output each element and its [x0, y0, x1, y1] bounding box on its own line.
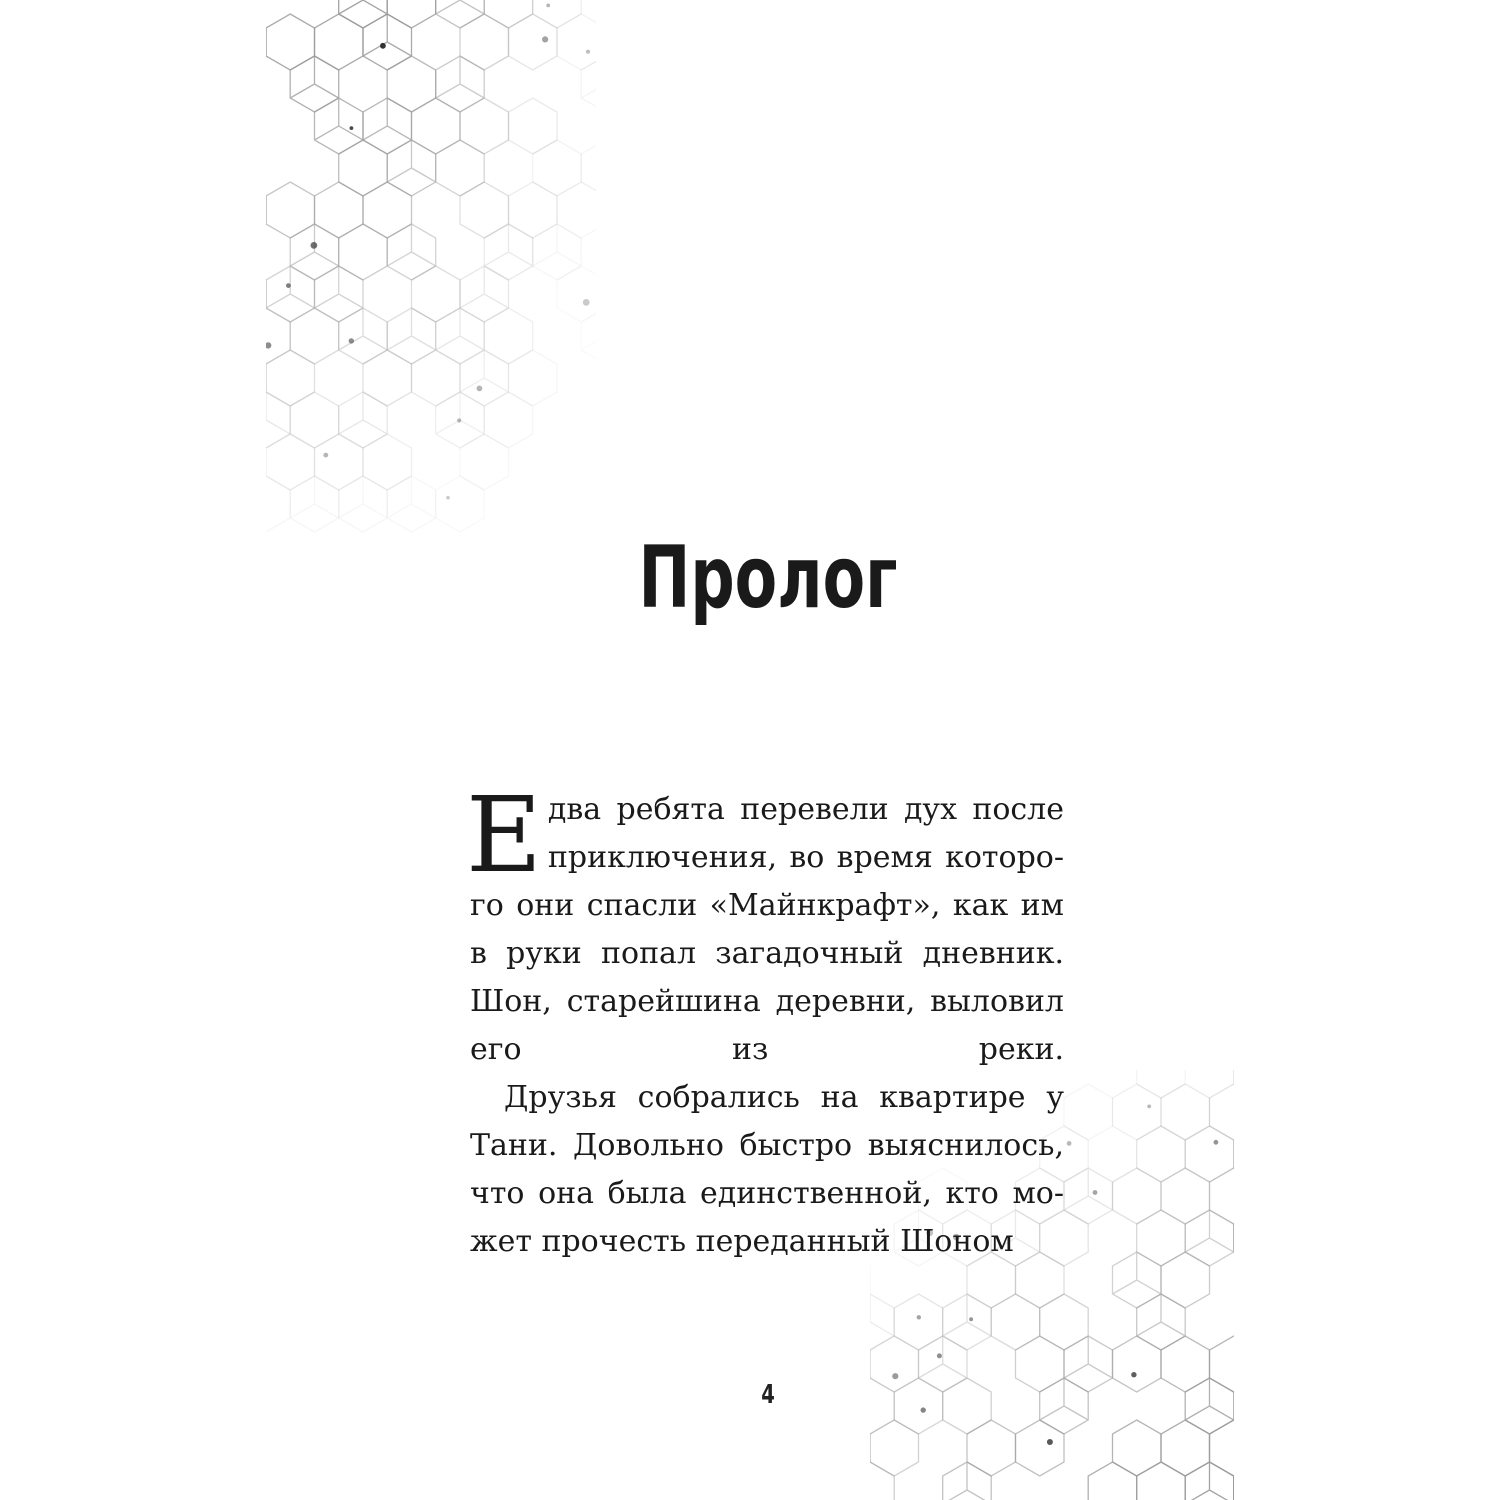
top-node-dot-45: [311, 242, 318, 249]
bottom-node-dot-5: [1147, 1105, 1151, 1109]
bottom-hexagon-30: [1161, 1252, 1210, 1308]
bottom-hexagon-24: [1185, 1210, 1234, 1266]
top-hexagon-67: [412, 350, 461, 406]
bottom-hexagon-6: [1161, 1084, 1210, 1140]
bottom-node-dot-39: [892, 1373, 898, 1379]
bottom-hexagon-61: [870, 1462, 894, 1500]
top-hexagon-28: [460, 98, 509, 154]
bottom-hexagon-50: [943, 1378, 992, 1434]
bottom-hexagon-7: [1210, 1084, 1235, 1140]
bottom-hexagon-48: [870, 1378, 894, 1434]
page-number: 4: [761, 1380, 775, 1410]
top-node-dot-68: [477, 386, 483, 392]
top-hexagon-14: [315, 14, 364, 70]
top-hexagon-7: [339, 0, 388, 28]
top-hexagon-58: [290, 308, 339, 364]
top-hexagon-41: [509, 182, 558, 238]
top-hexagon-32: [387, 140, 436, 196]
top-hexagon-73: [339, 392, 388, 448]
top-hexagon-42: [557, 182, 596, 238]
bottom-hexagon-62: [943, 1462, 992, 1500]
top-hexagon-69: [509, 350, 558, 406]
top-hexagon-10: [484, 0, 533, 28]
top-hexagon-72: [290, 392, 339, 448]
top-hexagon-13: [266, 14, 315, 70]
top-node-dot-55: [583, 299, 590, 306]
top-node-dot-17: [542, 36, 548, 42]
bottom-hexagon-63: [1088, 1462, 1137, 1500]
bottom-node-dot-9: [1067, 1141, 1072, 1146]
top-node-dot-15: [380, 43, 386, 49]
top-hexagon-17: [509, 14, 558, 70]
top-hexagon-61: [436, 308, 485, 364]
top-hexagon-47: [387, 224, 436, 280]
top-hexagon-65: [266, 350, 315, 406]
top-node-dot-11: [546, 4, 550, 8]
bottom-hexagon-34: [943, 1294, 992, 1350]
bottom-node-dot-33: [917, 1315, 921, 1319]
bottom-hexagon-37: [1137, 1294, 1186, 1350]
top-hexagon-53: [412, 266, 461, 322]
bottom-node-dot-49: [921, 1407, 926, 1412]
top-hexagon-66: [363, 350, 412, 406]
bottom-hexagon-65: [1185, 1462, 1234, 1500]
top-hexagon-23: [436, 56, 485, 112]
bottom-hexagon-43: [1113, 1336, 1162, 1392]
bottom-node-dot-43: [1131, 1372, 1136, 1377]
top-hexagon-34: [533, 140, 582, 196]
top-hexagon-27: [412, 98, 461, 154]
top-hexagon-8: [387, 0, 436, 28]
top-hexagon-78: [363, 434, 412, 490]
bottom-hexagon-11: [1185, 1126, 1234, 1182]
paragraph-2: Друзья собрались на квартире у Тани. Довольно быстро выяснилось, что она была единственной, кто может прочесть переданный Шоном: [470, 1080, 1064, 1259]
bottom-node-dot-34: [969, 1317, 973, 1321]
top-hexagon-76: [266, 434, 315, 490]
top-hexagon-26: [363, 98, 412, 154]
bottom-hexagon-55: [967, 1420, 1016, 1476]
bottom-node-dot-56: [1047, 1439, 1053, 1445]
top-hexagon-37: [266, 182, 315, 238]
top-hexagon-83: [339, 476, 388, 532]
bottom-hexagon-39: [870, 1336, 919, 1392]
bottom-hexagon-18: [1210, 1168, 1235, 1224]
bottom-hexagon-58: [1161, 1420, 1210, 1476]
paragraph-1-text: два ребята перевели дух после приключения, во время которого они спасли «Майнкрафт», как им в руки попал загадочный дневник. Шон, старейшина деревни, выловил его из реки.: [470, 792, 1064, 1067]
top-hexagon-79: [460, 434, 509, 490]
top-hexagon-24: [581, 56, 596, 112]
top-hexagon-46: [339, 224, 388, 280]
top-hexagon-71: [266, 392, 290, 448]
bottom-hexagon-40: [919, 1336, 968, 1392]
top-hexagon-57: [266, 308, 290, 364]
top-hexagon-35: [581, 140, 596, 196]
chapter-title: Пролог: [638, 528, 898, 628]
top-node-dot-18: [586, 50, 590, 54]
bottom-node-dot-11: [1214, 1140, 1219, 1145]
top-hexagon-22: [387, 56, 436, 112]
bottom-hexagon-44: [1161, 1336, 1210, 1392]
bottom-hexagon-29: [1113, 1252, 1162, 1308]
bottom-hexagon-16: [1113, 1168, 1162, 1224]
top-hexagon-54: [460, 266, 509, 322]
top-hexagon-55: [557, 266, 596, 322]
bottom-hexagon-41: [1016, 1336, 1065, 1392]
top-node-dot-59: [349, 338, 354, 343]
top-hexagon-39: [363, 182, 412, 238]
bottom-hexagon-10: [1137, 1126, 1186, 1182]
top-hexagon-16: [460, 14, 509, 70]
top-hexagon-81: [266, 476, 290, 532]
top-hexagon-15: [363, 14, 412, 70]
bottom-node-dot-40: [937, 1353, 942, 1358]
top-hexagon-63: [581, 308, 596, 364]
bottom-hexagon-56: [1016, 1420, 1065, 1476]
bottom-hexagon-4: [1064, 1084, 1113, 1140]
top-hexagon-52: [315, 266, 364, 322]
top-node-dot-57: [266, 342, 271, 348]
top-hexagon-25: [315, 98, 364, 154]
top-node-dot-74: [457, 418, 461, 422]
top-hexagon-11: [533, 0, 582, 28]
chapter-body: [466, 774, 1064, 1266]
bottom-hexagon-59: [1210, 1420, 1235, 1476]
bottom-hexagon-23: [1137, 1210, 1186, 1266]
top-hexagon-38: [315, 182, 364, 238]
bottom-hexagon-5: [1113, 1084, 1162, 1140]
bottom-hexagon-45: [1210, 1336, 1235, 1392]
top-hexagon-68: [460, 350, 509, 406]
top-hexagon-48: [484, 224, 533, 280]
top-hexagon-59: [339, 308, 388, 364]
bottom-hexagon-15: [1064, 1168, 1113, 1224]
bottom-hexagon-33: [894, 1294, 943, 1350]
top-hexagon-51: [266, 266, 315, 322]
top-hexagon-21: [290, 56, 339, 112]
bottom-hexagon-42: [1064, 1336, 1113, 1392]
bottom-node-dot-15: [1093, 1190, 1098, 1195]
bottom-hexagon-2: [1137, 1070, 1186, 1098]
hexagon-pattern-top-svg: [266, 0, 596, 560]
bottom-hexagon-35: [991, 1294, 1039, 1350]
bottom-hexagon-51: [1040, 1378, 1089, 1434]
top-node-dot-77: [323, 453, 328, 458]
top-hexagon-31: [339, 140, 388, 196]
top-hexagon-75: [484, 392, 533, 448]
bottom-hexagon-64: [1137, 1462, 1186, 1500]
bottom-hexagon-57: [1113, 1420, 1162, 1476]
top-hexagon-82: [290, 476, 339, 532]
top-node-dot-25: [350, 126, 354, 130]
top-hexagon-49: [533, 224, 582, 280]
bottom-hexagon-36: [1040, 1294, 1089, 1350]
top-hexagon-45: [290, 224, 339, 280]
top-node-dot-85: [446, 496, 450, 500]
top-hexagon-84: [387, 476, 436, 532]
hexagon-pattern-top-left: [266, 0, 596, 560]
top-hexagon-85: [436, 476, 485, 532]
bottom-hexagon-52: [1185, 1378, 1234, 1434]
top-hexagon-33: [436, 140, 485, 196]
top-hexagon-60: [387, 308, 436, 364]
top-node-dot-51: [286, 283, 291, 288]
bottom-hexagon-32: [870, 1294, 894, 1350]
top-hexagon-40: [460, 182, 509, 238]
top-hexagon-62: [484, 308, 533, 364]
top-hexagon-29: [509, 98, 558, 154]
top-hexagon-9: [436, 0, 485, 28]
paragraph-1: [466, 774, 1064, 1074]
top-hexagon-18: [557, 14, 596, 70]
bottom-hexagon-17: [1161, 1168, 1210, 1224]
drop-cap: Е: [466, 774, 542, 896]
bottom-hexagon-54: [870, 1420, 919, 1476]
bottom-hexagon-49: [894, 1378, 943, 1434]
top-hexagon-77: [315, 434, 364, 490]
